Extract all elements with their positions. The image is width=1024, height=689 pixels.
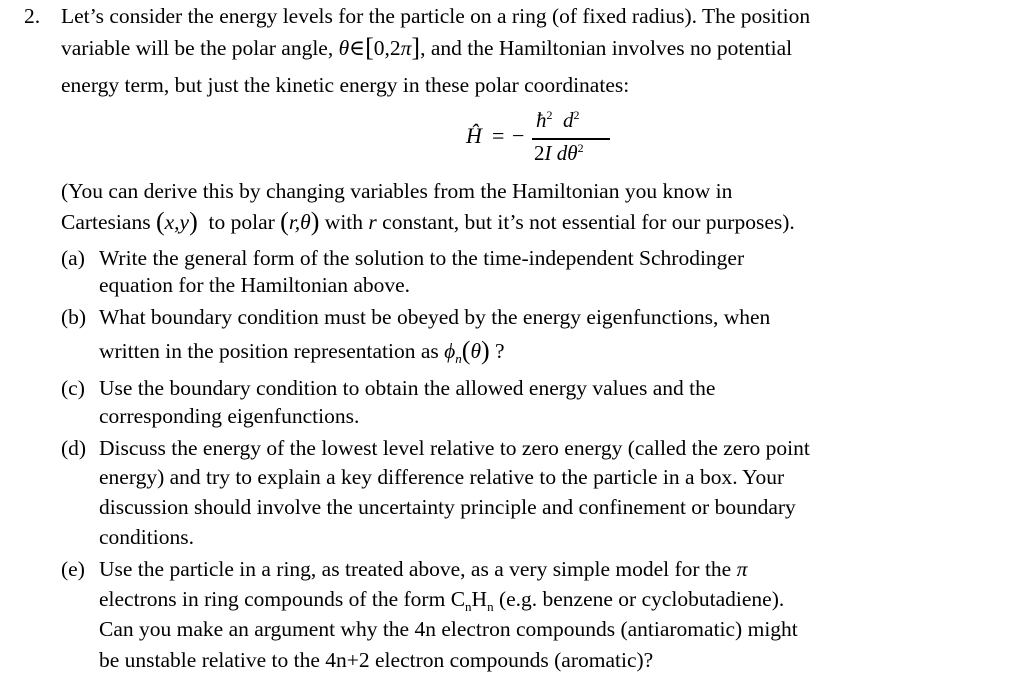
phi-open-paren: ( bbox=[461, 336, 471, 365]
part-c-line-1: Use the boundary condition to obtain the allowed energy values and the bbox=[99, 376, 716, 400]
part-d-label: (d) bbox=[61, 436, 87, 460]
rtheta-close-paren: ) bbox=[310, 207, 320, 236]
note-line-2 bbox=[61, 209, 795, 235]
formula-H-sub: n bbox=[487, 599, 494, 614]
part-d-line-2: energy) and try to explain a key difference relative to the particle in a box. Your bbox=[99, 465, 785, 489]
part-e-line-1-text: Use the particle in a ring, as treated above, as a very simple model for the bbox=[99, 557, 732, 581]
note-line-1: (You can derive this by changing variables from the Hamiltonian you know in bbox=[61, 179, 733, 203]
formula-numerator bbox=[536, 108, 580, 133]
formula-C-sub: n bbox=[465, 599, 472, 614]
problem-number: 2. bbox=[24, 4, 41, 28]
fraction-bar bbox=[532, 138, 610, 140]
pi-symbol: π bbox=[400, 36, 412, 60]
ring-formula bbox=[450, 587, 494, 614]
d-exponent: 2 bbox=[573, 108, 580, 122]
dtheta-exponent: 2 bbox=[577, 141, 584, 155]
element-of-symbol: ∈ bbox=[349, 36, 366, 60]
part-e-line-3: Can you make an argument why the 4n electron compounds (antiaromatic) might bbox=[99, 617, 798, 641]
xy-coords: x,y bbox=[164, 210, 190, 234]
formula-C: C bbox=[450, 587, 466, 611]
part-d-line-3: discussion should involve the uncertainty principle and confinement or boundary bbox=[99, 495, 796, 519]
part-e-line-2-text-b: (e.g. benzene or cyclobutadiene). bbox=[498, 587, 785, 611]
part-a-label: (a) bbox=[61, 246, 85, 270]
note-to-polar: to polar bbox=[208, 210, 275, 234]
r-symbol: r bbox=[368, 210, 377, 234]
interval-text: 0,2 bbox=[373, 36, 401, 60]
open-bracket: [ bbox=[365, 33, 374, 62]
hbar-symbol: ħ bbox=[536, 108, 547, 132]
part-c-line-2: corresponding eigenfunctions. bbox=[99, 404, 360, 428]
part-d-line-1: Discuss the energy of the lowest level relative to zero energy (called the zero point bbox=[99, 436, 810, 460]
phi-close-paren: ) bbox=[481, 336, 490, 365]
part-e-line-2-text-a: electrons in ring compounds of the form bbox=[99, 587, 446, 611]
xy-open-paren: ( bbox=[155, 207, 165, 236]
part-a-line-1: Write the general form of the solution to the time-independent Schrodinger bbox=[99, 246, 745, 270]
d-symbol: d bbox=[563, 108, 574, 132]
xy-close-paren: ) bbox=[189, 207, 198, 236]
rtheta-coords: r,θ bbox=[288, 210, 311, 234]
part-c-label: (c) bbox=[61, 376, 85, 400]
phi-subscript: n bbox=[455, 351, 462, 366]
note-cartesians: Cartesians bbox=[61, 210, 151, 234]
hbar-exponent: 2 bbox=[546, 108, 553, 122]
hamiltonian-symbol: Ĥ bbox=[466, 123, 482, 148]
phi-symbol: ϕ bbox=[444, 339, 456, 363]
hamiltonian-formula bbox=[466, 108, 626, 168]
phi-argument: θ bbox=[470, 339, 481, 363]
close-bracket: ] bbox=[411, 33, 421, 62]
part-b-line-2-text: written in the position representation as bbox=[99, 339, 439, 363]
denom-two: 2 bbox=[534, 141, 545, 165]
formula-denominator bbox=[534, 141, 584, 166]
theta-symbol: θ bbox=[338, 36, 350, 60]
part-e-line-2 bbox=[99, 586, 784, 620]
minus-sign: − bbox=[512, 123, 525, 148]
part-b-line-1: What boundary condition must be obeyed by the energy eigenfunctions, when bbox=[99, 305, 771, 329]
denom-I: I bbox=[544, 141, 552, 165]
intro-line-3: energy term, but just the kinetic energy in these polar coordinates: bbox=[61, 73, 630, 97]
denom-dtheta: dθ bbox=[556, 141, 578, 165]
note-constant: constant, but it’s not essential for our purposes). bbox=[382, 210, 795, 234]
rtheta-open-paren: ( bbox=[280, 207, 289, 236]
intro-line-2 bbox=[61, 35, 792, 61]
part-b-question-mark: ? bbox=[495, 339, 505, 363]
part-e-line-4: be unstable relative to the 4n+2 electron compounds (aromatic)? bbox=[99, 648, 654, 672]
formula-H: H bbox=[471, 587, 488, 611]
part-d-line-4: conditions. bbox=[99, 525, 194, 549]
intro-line-2-text-a: variable will be the polar angle, bbox=[61, 36, 334, 60]
intro-line-1: Let’s consider the energy levels for the particle on a ring (of fixed radius). The position bbox=[61, 4, 811, 28]
part-b-line-2 bbox=[99, 338, 505, 372]
part-b-label: (b) bbox=[61, 305, 87, 329]
part-e-line-1 bbox=[99, 556, 747, 582]
note-with: with bbox=[324, 210, 364, 234]
part-a-line-2: equation for the Hamiltonian above. bbox=[99, 273, 411, 297]
part-e-label: (e) bbox=[61, 557, 85, 581]
pi-electron-symbol: π bbox=[736, 557, 748, 581]
equals-sign: = bbox=[492, 123, 505, 148]
intro-line-2-text-b: , and the Hamiltonian involves no potential bbox=[420, 36, 793, 60]
